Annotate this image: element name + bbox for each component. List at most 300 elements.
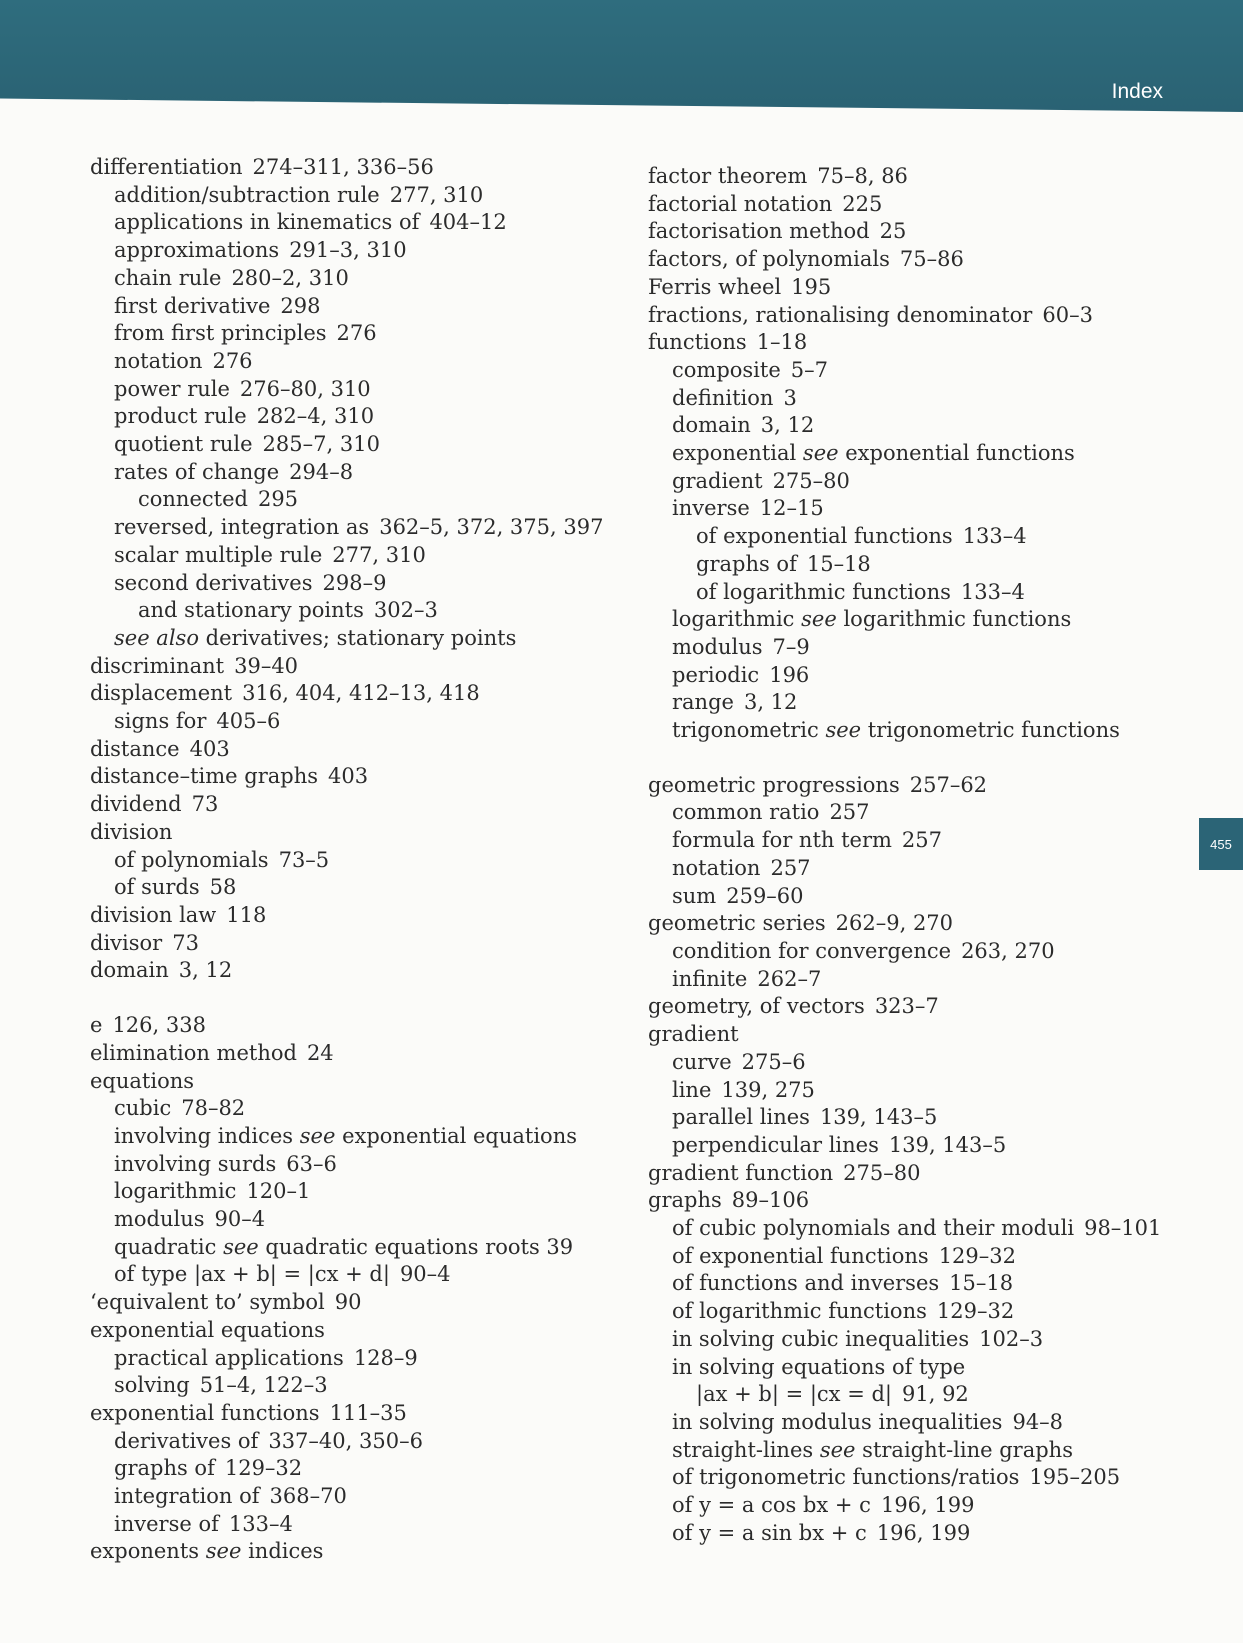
page-references: 75–8, 86 (817, 164, 908, 188)
page-references: 259–60 (726, 883, 804, 908)
index-term: integration of (114, 1484, 260, 1509)
page-references: 120–1 (246, 1179, 311, 1204)
index-term: gradient function (648, 1160, 834, 1185)
page-number-tab: 455 (1199, 818, 1243, 870)
index-term: |ax + b| = |cx = d| (696, 1382, 892, 1407)
page-references: 282–4, 310 (256, 404, 375, 429)
index-entry (90, 293, 610, 321)
see-reference: see (802, 441, 839, 466)
index-term: differentiation (90, 155, 243, 179)
index-term: involving surds (114, 1151, 277, 1176)
index-entry (90, 1178, 610, 1206)
section-gap (648, 745, 1208, 772)
page-references: 280–2, 310 (231, 265, 349, 290)
see-reference: see (825, 718, 862, 743)
see-target: logarithmic functions (843, 607, 1072, 632)
page-references: 196 (769, 662, 810, 687)
index-entry (648, 827, 1208, 855)
see-target: exponential equations (342, 1123, 577, 1148)
index-term: graphs of (114, 1456, 215, 1481)
index-term: from first principles (114, 321, 327, 346)
index-entry (90, 680, 610, 708)
index-term: divisor (90, 930, 163, 955)
page-references: 362–5, 372, 375, 397 (379, 515, 604, 540)
index-entry (648, 302, 1208, 330)
index-term: line (672, 1077, 712, 1102)
index-entry (648, 1354, 1208, 1382)
index-term: sum (672, 883, 717, 908)
index-entry (90, 874, 610, 902)
page-references: 24 (306, 1040, 334, 1065)
index-entry (648, 246, 1208, 274)
index-term: domain (90, 958, 169, 983)
index-term: dividend (90, 792, 182, 817)
index-entry (648, 523, 1208, 551)
index-entry (90, 791, 610, 819)
page-references: 257 (770, 855, 811, 880)
page-references: 75–86 (899, 247, 964, 272)
index-term: in solving equations of type (672, 1354, 966, 1379)
index-term: condition for convergence (672, 938, 952, 963)
index-entry (648, 551, 1208, 579)
index-term: graphs of (696, 551, 797, 576)
see-reference: see (205, 1539, 242, 1564)
index-term: of cubic polynomials and their moduli (672, 1216, 1075, 1241)
see-target: trigonometric functions (867, 718, 1120, 743)
index-term: fractions, rationalising denominator (648, 302, 1033, 327)
page-references: 294–8 (289, 459, 354, 484)
index-term: range (672, 690, 734, 715)
index-term: curve (672, 1049, 732, 1074)
index-entry (648, 606, 1208, 634)
page-references: 257–62 (909, 772, 988, 797)
index-term: of exponential functions (696, 524, 953, 549)
page-references: 316, 404, 412–13, 418 (242, 681, 480, 706)
page-references: 302–3 (373, 598, 438, 623)
page-references: 94–8 (1012, 1409, 1064, 1434)
page-references: 403 (328, 764, 369, 789)
page-references: 257 (829, 800, 870, 825)
index-entry (648, 662, 1208, 690)
index-entry (90, 957, 610, 985)
page-references: 3, 12 (743, 690, 798, 715)
see-target: indices (248, 1539, 324, 1564)
index-entry (648, 1326, 1208, 1354)
page-references: 15–18 (806, 551, 871, 576)
index-entry (648, 440, 1208, 468)
index-term: first derivative (114, 293, 271, 318)
index-entry (648, 1132, 1208, 1160)
index-term: solving (114, 1373, 190, 1398)
page-references: 25 (879, 219, 907, 244)
see-reference: see (801, 607, 837, 632)
index-entry (648, 163, 1208, 191)
index-entry (648, 1437, 1208, 1465)
index-entry (90, 1400, 610, 1428)
index-entry (648, 634, 1208, 662)
index-entry (90, 625, 610, 653)
index-term: addition/subtraction rule (114, 182, 380, 207)
index-entry (648, 579, 1208, 607)
index-term: reversed, integration as (114, 515, 370, 540)
page-references: 262–7 (757, 966, 822, 991)
page-references: 118 (226, 902, 267, 927)
index-entry (648, 1215, 1208, 1243)
page-references: 277, 310 (389, 182, 484, 207)
page-references: 7–9 (772, 634, 810, 659)
index-term: graphs (648, 1188, 722, 1213)
page-references: 275–80 (772, 468, 850, 493)
index-entry (648, 1381, 1208, 1409)
index-entry (648, 993, 1208, 1021)
page-references: 3, 12 (760, 413, 815, 438)
page-references: 404–12 (429, 210, 507, 235)
index-term: rates of change (114, 459, 280, 484)
index-entry (90, 514, 610, 542)
page-references: 89–106 (731, 1188, 810, 1213)
index-term: periodic (672, 662, 760, 687)
page-references: 275–6 (741, 1049, 806, 1074)
index-term: of y = a cos bx + c (672, 1493, 871, 1518)
see-reference: see (819, 1437, 856, 1462)
index-term: e (90, 1013, 103, 1038)
index-term: exponential (672, 441, 797, 466)
page-references: 277, 310 (332, 542, 426, 567)
see-target: straight-line graphs (862, 1437, 1073, 1462)
index-term: of type |ax + b| = |cx + d| (114, 1262, 390, 1287)
index-term: division law (90, 902, 217, 927)
index-entry (648, 1187, 1208, 1215)
index-entry (90, 542, 610, 570)
page-references: 5–7 (790, 357, 828, 382)
page-references: 285–7, 310 (262, 432, 380, 457)
page-references: 139, 143–5 (888, 1132, 1007, 1157)
see-target: exponential functions (845, 441, 1075, 466)
page-references: 73–5 (278, 847, 330, 872)
index-entry (648, 799, 1208, 827)
page-references: 129–32 (224, 1456, 303, 1481)
page-references: 195–205 (1029, 1465, 1121, 1490)
index-term: logarithmic (672, 607, 795, 632)
index-entry (90, 930, 610, 958)
see-reference: see also (114, 625, 199, 650)
page-references: 90–4 (214, 1207, 266, 1232)
page-references: 91, 92 (902, 1382, 969, 1407)
index-term: signs for (114, 709, 207, 734)
index-entry (648, 468, 1208, 496)
index-term: cubic (114, 1096, 172, 1121)
section-title: Index (1111, 80, 1163, 103)
page-references: 12–15 (759, 496, 824, 521)
index-term: connected (138, 487, 248, 512)
page-references: 139, 143–5 (819, 1105, 938, 1130)
index-term: distance (90, 736, 180, 761)
index-entry (648, 1021, 1208, 1049)
index-term: exponential functions (90, 1400, 320, 1425)
index-entry (648, 274, 1208, 302)
page-references: 133–4 (962, 524, 1027, 549)
index-term: of logarithmic functions (672, 1299, 927, 1324)
index-term: parallel lines (672, 1105, 810, 1130)
index-entry (648, 1049, 1208, 1077)
index-entry (648, 1409, 1208, 1437)
see-reference: see (299, 1123, 336, 1148)
index-term: functions (648, 330, 747, 355)
index-term: geometric series (648, 911, 826, 936)
index-entry (90, 320, 610, 348)
index-term: perpendicular lines (672, 1132, 879, 1157)
index-term: equations (90, 1068, 195, 1093)
index-entry (90, 182, 610, 210)
index-term: and stationary points (138, 598, 364, 623)
index-term: factorisation method (648, 219, 870, 244)
index-entry (648, 1243, 1208, 1271)
index-term: trigonometric (672, 718, 819, 743)
index-term: chain rule (114, 265, 222, 290)
index-term: Ferris wheel (648, 274, 782, 299)
index-entry (90, 154, 610, 182)
index-entry (648, 385, 1208, 413)
index-entry (90, 1234, 610, 1262)
index-term: composite (672, 357, 781, 382)
index-entry (90, 265, 610, 293)
index-entry (90, 1012, 610, 1040)
page-references: 276 (336, 321, 377, 346)
index-entry (648, 1520, 1208, 1548)
page-references: 60–3 (1042, 302, 1093, 327)
page-references: 274–311, 336–56 (252, 155, 434, 179)
index-entry (648, 357, 1208, 385)
index-entry (90, 1538, 610, 1566)
index-entry (648, 329, 1208, 357)
index-term: ‘equivalent to’ symbol (90, 1290, 325, 1315)
index-entry (648, 191, 1208, 219)
index-term: practical applications (114, 1345, 344, 1370)
index-term: in solving cubic inequalities (672, 1326, 970, 1351)
index-column-right (648, 163, 1208, 1547)
index-entry (90, 708, 610, 736)
page-references: 323–7 (874, 994, 939, 1019)
page-references: 262–9, 270 (835, 911, 954, 936)
index-term: of logarithmic functions (696, 579, 951, 604)
page-references: 90–4 (399, 1262, 451, 1287)
index-term: formula for nth term (672, 828, 892, 853)
index-entry (90, 819, 610, 847)
index-entry (90, 570, 610, 598)
index-entry (90, 1428, 610, 1456)
index-entry (648, 855, 1208, 883)
index-term: of exponential functions (672, 1243, 929, 1268)
page-references: 39–40 (234, 653, 299, 678)
index-entry (90, 902, 610, 930)
header-band (0, 0, 1243, 112)
page-references: 257 (901, 828, 943, 853)
index-entry (648, 495, 1208, 523)
index-term: second derivatives (114, 570, 313, 595)
index-term: factor theorem (648, 164, 808, 188)
page-references: 298 (280, 293, 321, 318)
index-entry (648, 717, 1208, 745)
index-entry (648, 218, 1208, 246)
index-entry (90, 847, 610, 875)
page-references: 98–101 (1084, 1216, 1162, 1241)
index-entry (90, 1206, 610, 1234)
index-entry (90, 237, 610, 265)
index-entry (90, 763, 610, 791)
index-entry (90, 1261, 610, 1289)
page-references: 403 (189, 736, 230, 761)
index-term: quadratic (114, 1234, 217, 1259)
index-term: displacement (90, 681, 233, 706)
index-entry (90, 1511, 610, 1539)
index-column-left (90, 154, 610, 1566)
index-entry (648, 1298, 1208, 1326)
page-references: 90 (334, 1290, 362, 1315)
index-term: approximations (114, 238, 280, 263)
page-references: 78–82 (181, 1096, 246, 1121)
page-references: 196, 199 (876, 1520, 971, 1545)
index-term: product rule (114, 404, 247, 429)
index-entry (90, 348, 610, 376)
page-references: 126, 338 (112, 1013, 206, 1038)
index-entry (90, 1483, 610, 1511)
index-term: modulus (114, 1207, 205, 1232)
index-term: derivatives of (114, 1428, 259, 1453)
index-entry (90, 736, 610, 764)
index-entry (90, 403, 610, 431)
index-term: of trigonometric functions/ratios (672, 1465, 1020, 1490)
index-entry (90, 1068, 610, 1096)
index-term: straight-lines (672, 1437, 814, 1462)
page-references: 73 (191, 792, 219, 817)
index-term: inverse of (114, 1511, 219, 1536)
page-references: 196, 199 (880, 1493, 975, 1518)
index-term: division (90, 819, 173, 844)
index-term: elimination method (90, 1040, 297, 1065)
index-entry (90, 653, 610, 681)
index-entry (90, 1040, 610, 1068)
index-term: factorial notation (648, 191, 833, 216)
page-references: 58 (209, 875, 237, 900)
page-references: 133–4 (960, 579, 1025, 604)
page-references: 129–32 (938, 1243, 1016, 1268)
index-term: exponential equations (90, 1317, 325, 1342)
index-entry (648, 966, 1208, 994)
page-references: 225 (842, 191, 883, 216)
index-term: factors, of polynomials (648, 247, 890, 272)
page-references: 129–32 (936, 1299, 1015, 1324)
page-references: 139, 275 (721, 1077, 815, 1102)
index-entry (90, 459, 610, 487)
index-entry (90, 431, 610, 459)
index-entry (648, 412, 1208, 440)
page-references: 133–4 (228, 1511, 293, 1536)
index-entry (648, 772, 1208, 800)
page-references: 128–9 (353, 1345, 418, 1370)
page-references: 102–3 (979, 1326, 1044, 1351)
index-term: of polynomials (114, 847, 269, 872)
index-term: involving indices (114, 1123, 294, 1148)
index-term: modulus (672, 634, 763, 659)
index-term: distance–time graphs (90, 764, 319, 789)
index-term: discriminant (90, 653, 225, 678)
index-entry (648, 910, 1208, 938)
see-reference: see (223, 1234, 259, 1259)
index-entry (90, 1345, 610, 1373)
index-term: of surds (114, 875, 200, 900)
see-target: derivatives; stationary points (205, 625, 517, 650)
index-term: exponents (90, 1539, 200, 1564)
index-entry (90, 1372, 610, 1400)
page-references: 3 (783, 385, 797, 410)
index-term: inverse (672, 496, 750, 521)
index-term: geometric progressions (648, 772, 900, 797)
index-entry (90, 597, 610, 625)
page-references: 111–35 (329, 1400, 407, 1425)
page-references: 276 (212, 348, 253, 373)
index-term: domain (672, 413, 751, 438)
index-term: gradient (672, 468, 763, 493)
index-entry (90, 486, 610, 514)
page-references: 405–6 (216, 709, 281, 734)
index-term: infinite (672, 966, 748, 991)
index-term: of y = a sin bx + c (672, 1520, 867, 1545)
page-references: 63–6 (286, 1151, 337, 1176)
index-entry (648, 1077, 1208, 1105)
index-entry (90, 376, 610, 404)
index-entry (90, 1455, 610, 1483)
index-entry (648, 1104, 1208, 1132)
index-term: notation (672, 855, 761, 880)
index-entry (90, 1095, 610, 1123)
page-references: 291–3, 310 (289, 238, 407, 263)
index-entry (648, 1492, 1208, 1520)
page-references: 368–70 (269, 1484, 347, 1509)
index-entry (648, 1160, 1208, 1188)
page-references: 276–80, 310 (239, 376, 371, 401)
index-term: definition (672, 385, 774, 410)
index-term: in solving modulus inequalities (672, 1409, 1003, 1434)
index-entry (648, 1270, 1208, 1298)
see-target: quadratic equations roots 39 (265, 1234, 574, 1259)
page-references: 15–18 (949, 1271, 1014, 1296)
page-references: 3, 12 (178, 958, 233, 983)
index-entry (648, 689, 1208, 717)
index-term: gradient (648, 1022, 739, 1047)
index-term: geometry, of vectors (648, 994, 865, 1019)
index-entry (90, 1123, 610, 1151)
page-references: 195 (791, 274, 832, 299)
index-term: common ratio (672, 800, 820, 825)
index-entry (648, 938, 1208, 966)
index-entry (90, 1151, 610, 1179)
section-gap (90, 985, 610, 1012)
index-entry (90, 1289, 610, 1317)
page-references: 275–80 (843, 1160, 921, 1185)
page-references: 337–40, 350–6 (268, 1428, 423, 1453)
index-term: scalar multiple rule (114, 542, 323, 567)
index-term: power rule (114, 376, 230, 401)
page-references: 1–18 (756, 330, 808, 355)
page-references: 73 (172, 930, 199, 955)
index-entry (90, 1317, 610, 1345)
page-references: 298–9 (322, 570, 387, 595)
page-references: 295 (257, 487, 299, 512)
page-references: 51–4, 122–3 (199, 1373, 328, 1398)
index-term: applications in kinematics of (114, 210, 420, 235)
index-term: quotient rule (114, 432, 253, 457)
index-term: notation (114, 348, 203, 373)
